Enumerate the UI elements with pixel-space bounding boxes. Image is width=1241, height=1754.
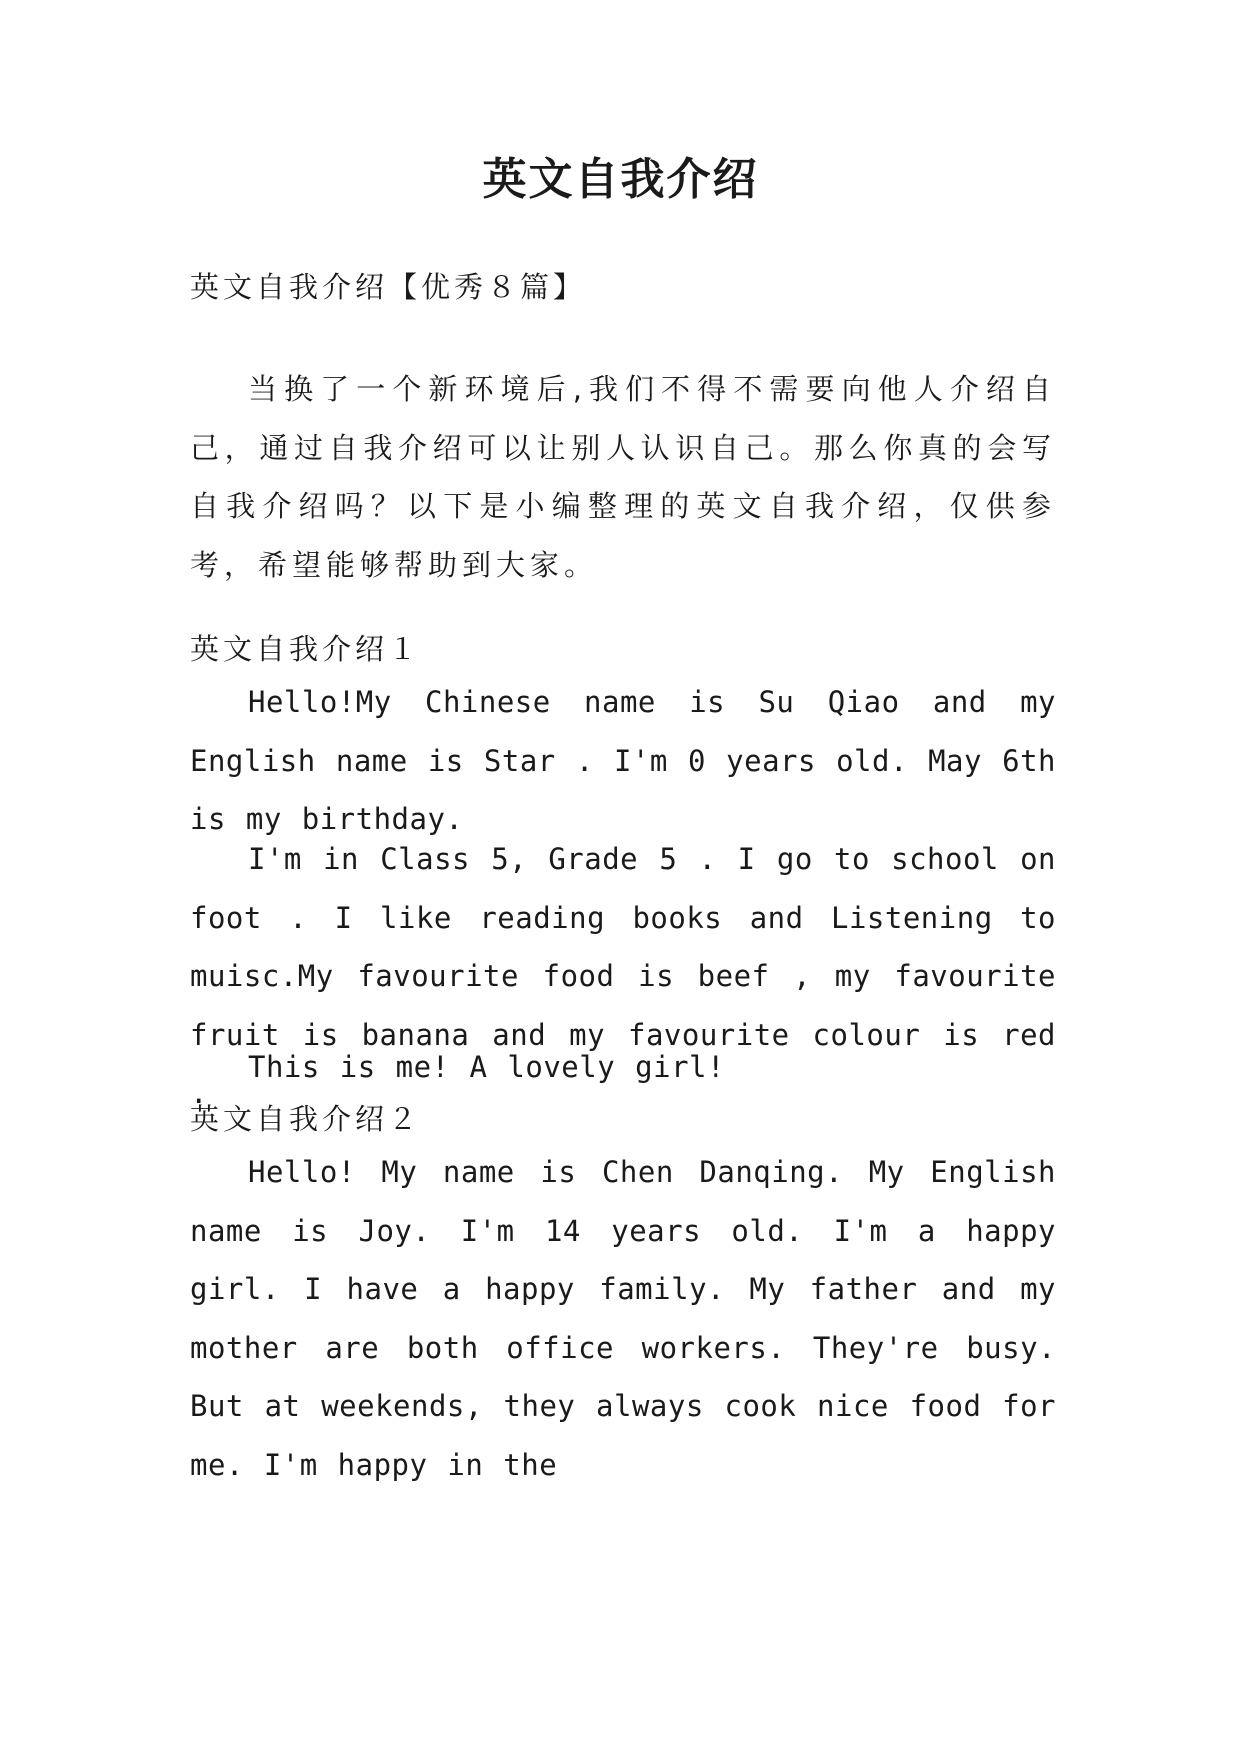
section-1-paragraph-2: I'm in Class 5, Grade 5 . I go to school on foot . I like reading books and Listening to muisc.My favourite food is beef , my favourite fruit is banana and my favourite colour is red . (190, 842, 1056, 1110)
section-1-paragraph-3: This is me! A lovely girl! (248, 1050, 725, 1084)
intro-paragraph: 当换了一个新环境后,我们不得不需要向他人介绍自己，通过自我介绍可以让别人认识自己。那么你真的会写自我介绍吗？以下是小编整理的英文自我介绍，仅供参考，希望能够帮助到大家。 (190, 372, 1056, 582)
section-heading-1: 英文自我介绍１ (190, 632, 422, 666)
section-2-paragraph-1: Hello! My name is Chen Danqing. My English name is Joy. I'm 14 years old. I'm a happy girl. I have a happy family. My father and my mother are both office workers. They're busy. But at weekends, they always cook nice food for me. I'm happy in the (190, 1155, 1056, 1482)
document-title: 英文自我介绍 (482, 154, 759, 205)
section-heading-2: 英文自我介绍２ (190, 1102, 422, 1136)
document-subtitle: 英文自我介绍【优秀８篇】 (190, 270, 587, 304)
section-1-paragraph-1: Hello!My Chinese name is Su Qiao and my English name is Star . I'm 0 years old. May 6th is my birthday. (190, 685, 1056, 836)
